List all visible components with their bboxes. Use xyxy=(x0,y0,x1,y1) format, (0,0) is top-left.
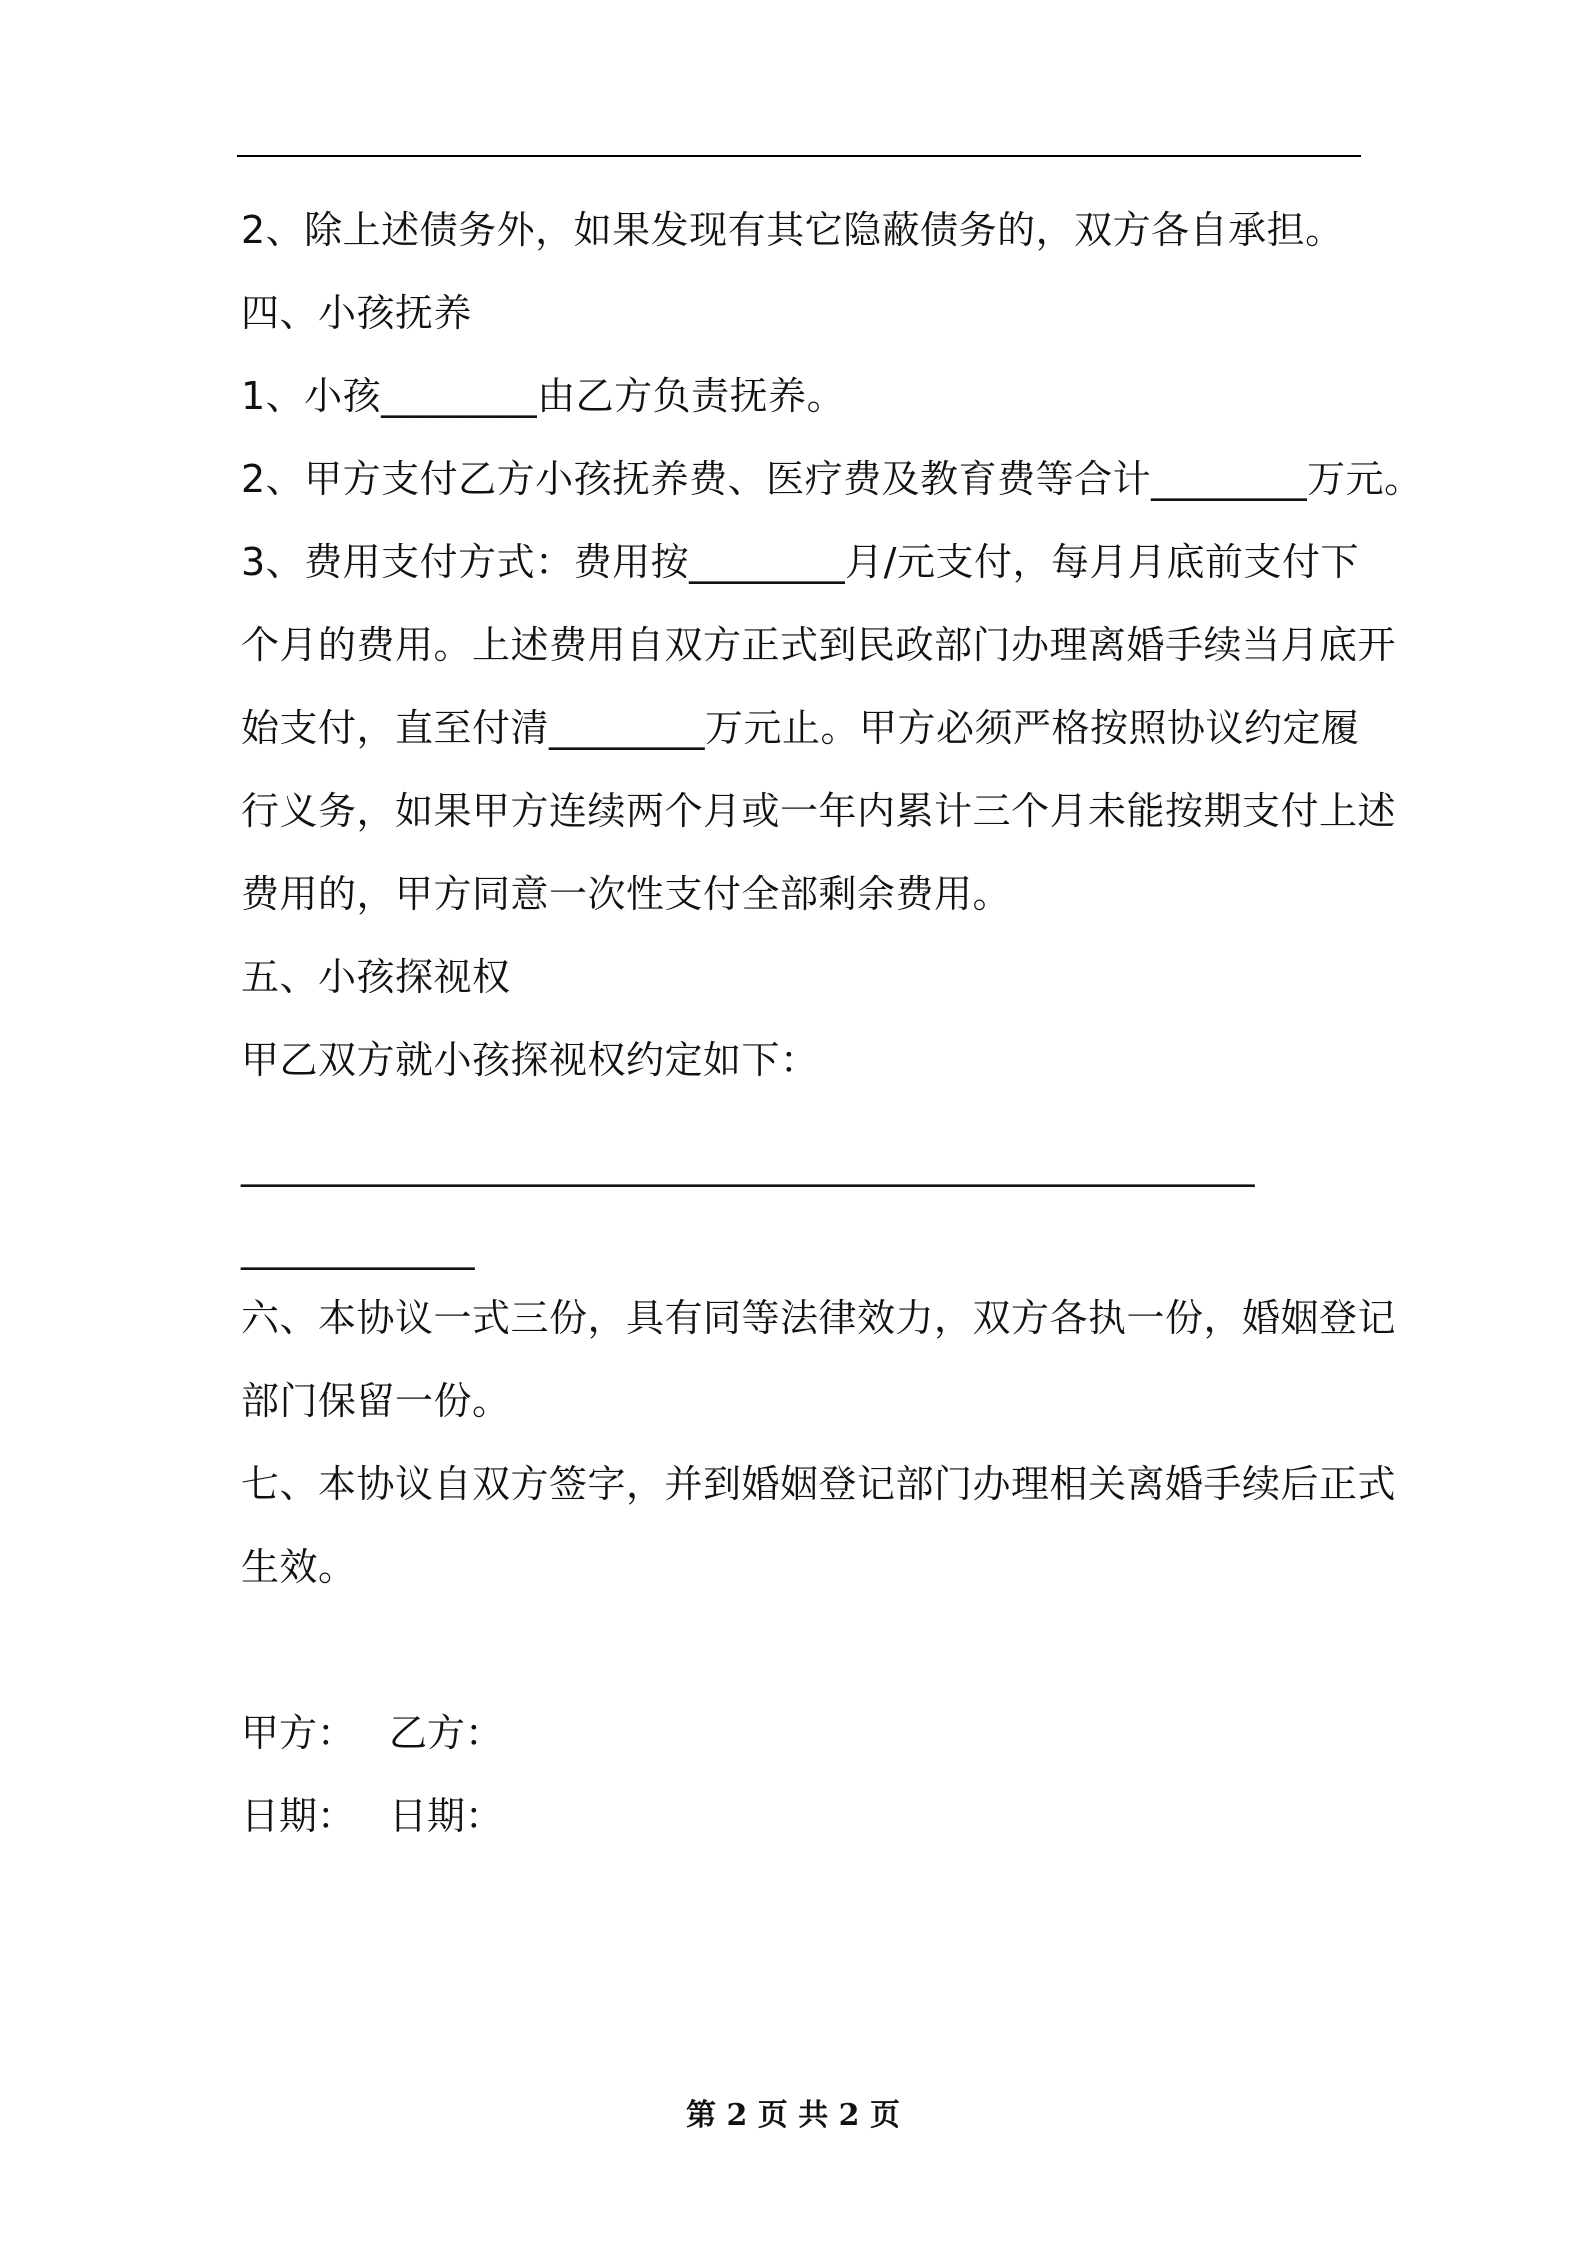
paragraph-debt-clause-2: 2、除上述债务外，如果发现有其它隐蔽债务的，双方各自承担。 xyxy=(241,208,1344,252)
section-heading-visitation: 五、小孩探视权 xyxy=(241,955,511,999)
header-rule xyxy=(237,155,1361,157)
date-row xyxy=(241,1791,503,1841)
paragraph-clause-7-line-1: 七、本协议自双方签字，并到婚姻登记部门办理相关离婚手续后正式 xyxy=(241,1462,1397,1506)
paragraph-custody-3-line-4: 行义务，如果甲方连续两个月或一年内累计三个月未能按期支付上述 xyxy=(241,789,1397,833)
visitation-blank-line-1: ____________________________________________________ xyxy=(241,1143,1255,1187)
paragraph-clause-6-line-2: 部门保留一份。 xyxy=(241,1379,511,1423)
paragraph-custody-2: 2、甲方支付乙方小孩抚养费、医疗费及教育费等合计________万元。 xyxy=(241,457,1423,501)
party-a-label: 甲方： xyxy=(241,1711,356,1755)
page-number-footer: 第 2 页 共 2 页 xyxy=(686,2098,900,2133)
paragraph-visitation-intro: 甲乙双方就小孩探视权约定如下： xyxy=(241,1038,819,1082)
paragraph-clause-7-line-2: 生效。 xyxy=(241,1545,357,1589)
date-b-label: 日期： xyxy=(389,1794,504,1838)
party-b-label: 乙方： xyxy=(389,1711,504,1755)
visitation-blank-line-2: ____________ xyxy=(241,1226,475,1270)
paragraph-clause-6-line-1: 六、本协议一式三份，具有同等法律效力，双方各执一份，婚姻登记 xyxy=(241,1296,1397,1340)
paragraph-custody-3-line-1: 3、费用支付方式：费用按________月/元支付，每月月底前支付下 xyxy=(241,540,1359,584)
paragraph-custody-3-line-3: 始支付，直至付清________万元止。甲方必须严格按照协议约定履 xyxy=(241,706,1360,750)
paragraph-custody-3-line-2: 个月的费用。上述费用自双方正式到民政部门办理离婚手续当月底开 xyxy=(241,623,1397,667)
signature-row xyxy=(241,1708,503,1758)
date-a-label: 日期： xyxy=(241,1794,356,1838)
paragraph-custody-1: 1、小孩________由乙方负责抚养。 xyxy=(241,374,846,418)
paragraph-custody-3-line-5: 费用的，甲方同意一次性支付全部剩余费用。 xyxy=(241,872,1012,916)
section-heading-child-custody: 四、小孩抚养 xyxy=(241,291,473,335)
